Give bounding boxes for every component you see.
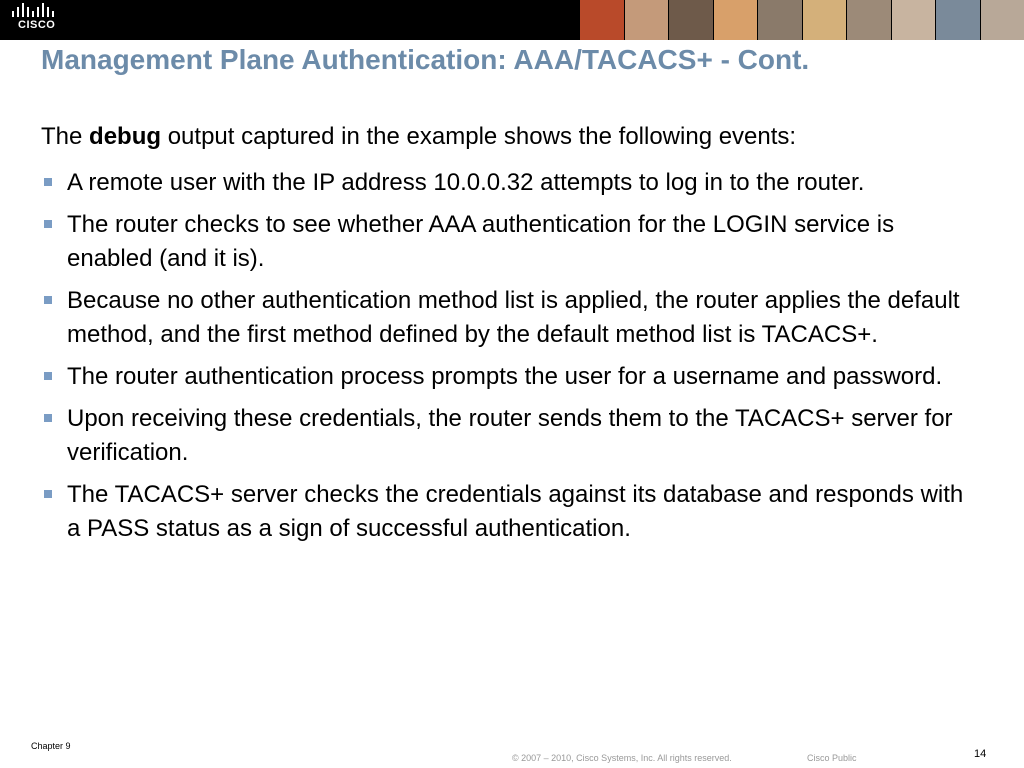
bullet-item: [0, 360, 967, 394]
bullet-square-icon: [44, 490, 52, 498]
header-photo: [625, 0, 669, 40]
chapter-label: Chapter 9: [31, 741, 71, 751]
bullet-square-icon: [44, 372, 52, 380]
bullet-square-icon: [44, 178, 52, 186]
copyright-text: © 2007 – 2010, Cisco Systems, Inc. All rights reserved.: [512, 753, 732, 763]
bullet-item: [0, 284, 967, 352]
intro-pre: The: [41, 123, 90, 150]
header-photo: [580, 0, 624, 40]
header-photo: [892, 0, 936, 40]
bullet-item: [0, 402, 967, 470]
header-photo: [936, 0, 980, 40]
header-bar: [0, 0, 1024, 40]
page-number: 14: [974, 748, 987, 760]
bullet-item: [0, 208, 967, 276]
bullet-square-icon: [44, 296, 52, 304]
bullet-list: [0, 166, 1024, 554]
slide-title: Management Plane Authentication: AAA/TACACS+ - Cont.: [41, 44, 810, 75]
intro-text: [41, 123, 796, 151]
cisco-logo: [6, 2, 78, 38]
bullet-text: The router checks to see whether AAA authentication for the LOGIN service is enabled (and it is).: [67, 211, 895, 272]
header-photo: [981, 0, 1024, 40]
header-photo: [714, 0, 758, 40]
header-photo: [758, 0, 802, 40]
intro-bold: debug: [89, 123, 162, 150]
bullet-text: The router authentication process prompts the user for a username and password.: [67, 363, 943, 390]
bullet-item: [0, 166, 967, 200]
classification-label: Cisco Public: [807, 753, 857, 763]
bullet-text: Because no other authentication method list is applied, the router applies the default method, and the first method defined by the default method list is TACACS+.: [67, 287, 960, 348]
bullet-text: The TACACS+ server checks the credentials against its database and responds with a PASS status as a sign of successful authentication.: [67, 481, 964, 542]
header-photo: [847, 0, 891, 40]
bullet-item: [0, 478, 967, 546]
bullet-square-icon: [44, 220, 52, 228]
bullet-text: Upon receiving these credentials, the router sends them to the TACACS+ server for verification.: [67, 405, 953, 466]
intro-post: output captured in the example shows the following events:: [161, 123, 797, 150]
photo-strip: [580, 0, 1024, 40]
cisco-bridge-icon: [6, 2, 66, 18]
header-photo: [669, 0, 713, 40]
header-photo: [803, 0, 847, 40]
bullet-square-icon: [44, 414, 52, 422]
logo-text: CISCO: [18, 19, 56, 31]
bullet-text: A remote user with the IP address 10.0.0.32 attempts to log in to the router.: [67, 169, 865, 196]
